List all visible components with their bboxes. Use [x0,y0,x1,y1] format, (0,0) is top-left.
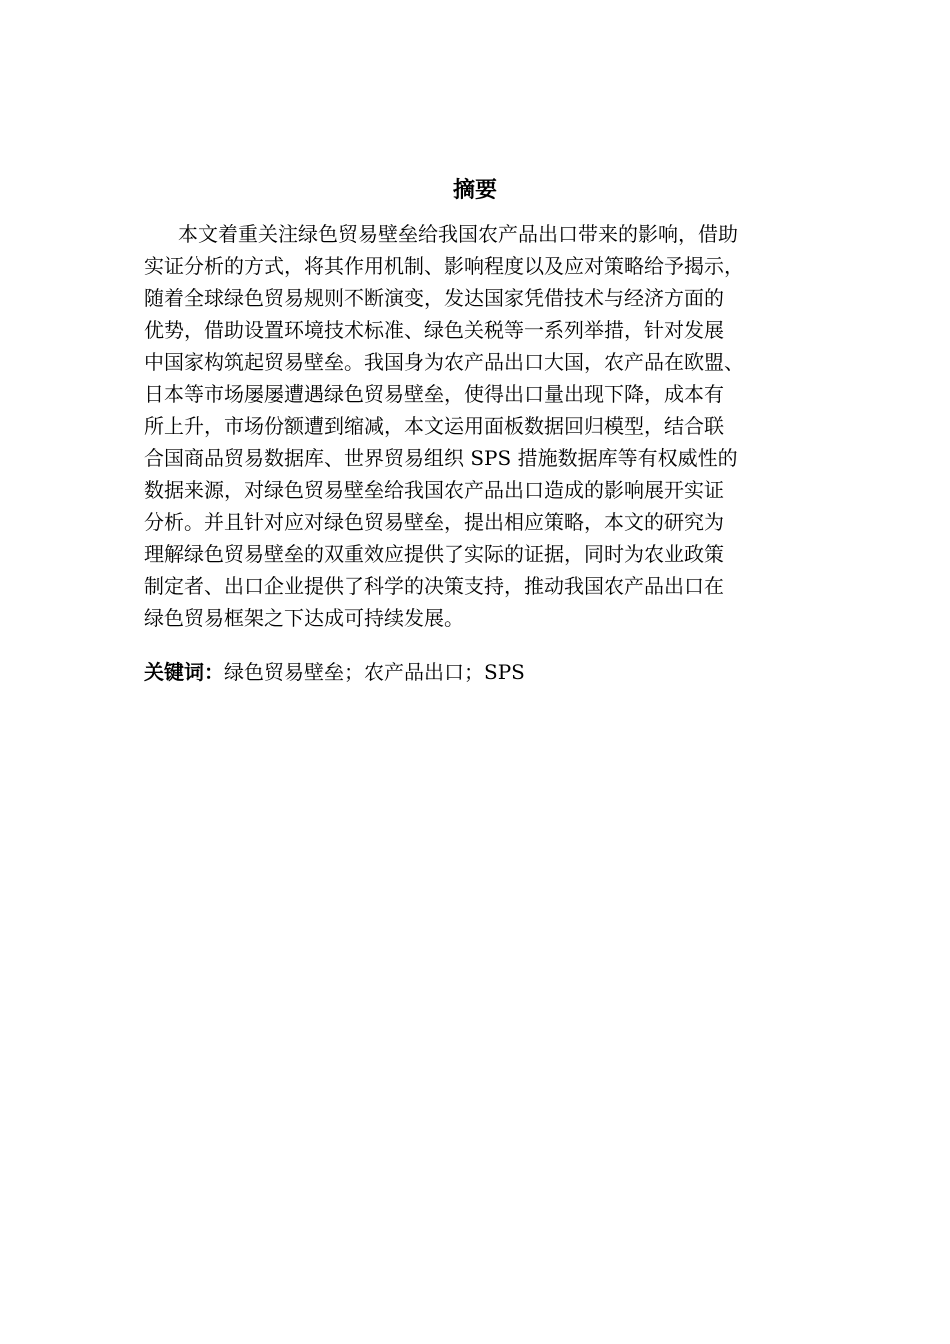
abstract-line: 合国商品贸易数据库、世界贸易组织 SPS 措施数据库等有权威性的 [144,446,738,470]
abstract-title: 摘要 [452,178,497,203]
abstract-line: 随着全球绿色贸易规则不断演变，发达国家凭借技术与经济方面的 [144,286,724,310]
abstract-line: 分析。并且针对应对绿色贸易壁垒，提出相应策略，本文的研究为 [144,510,724,534]
keywords-label: 关键词： [144,660,224,684]
keywords-value: 绿色贸易壁垒；农产品出口；SPS [224,660,525,684]
abstract-line: 中国家构筑起贸易壁垒。我国身为农产品出口大国，农产品在欧盟、 [144,350,744,374]
abstract-line: 绿色贸易框架之下达成可持续发展。 [144,606,464,630]
abstract-line: 日本等市场屡屡遭遇绿色贸易壁垒，使得出口量出现下降，成本有 [144,382,724,406]
keywords [144,657,806,687]
abstract-line: 所上升，市场份额遭到缩减，本文运用面板数据回归模型，结合联 [144,414,724,438]
abstract-line: 理解绿色贸易壁垒的双重效应提供了实际的证据，同时为农业政策 [144,542,724,566]
abstract-body [144,218,806,634]
abstract-line: 实证分析的方式，将其作用机制、影响程度以及应对策略给予揭示， [144,254,744,278]
abstract-line: 本文着重关注绿色贸易壁垒给我国农产品出口带来的影响，借助 [178,222,738,246]
abstract-line: 优势，借助设置环境技术标准、绿色关税等一系列举措，针对发展 [144,318,724,342]
abstract-line: 数据来源，对绿色贸易壁垒给我国农产品出口造成的影响展开实证 [144,478,724,502]
abstract-line: 制定者、出口企业提供了科学的决策支持，推动我国农产品出口在 [144,574,724,598]
